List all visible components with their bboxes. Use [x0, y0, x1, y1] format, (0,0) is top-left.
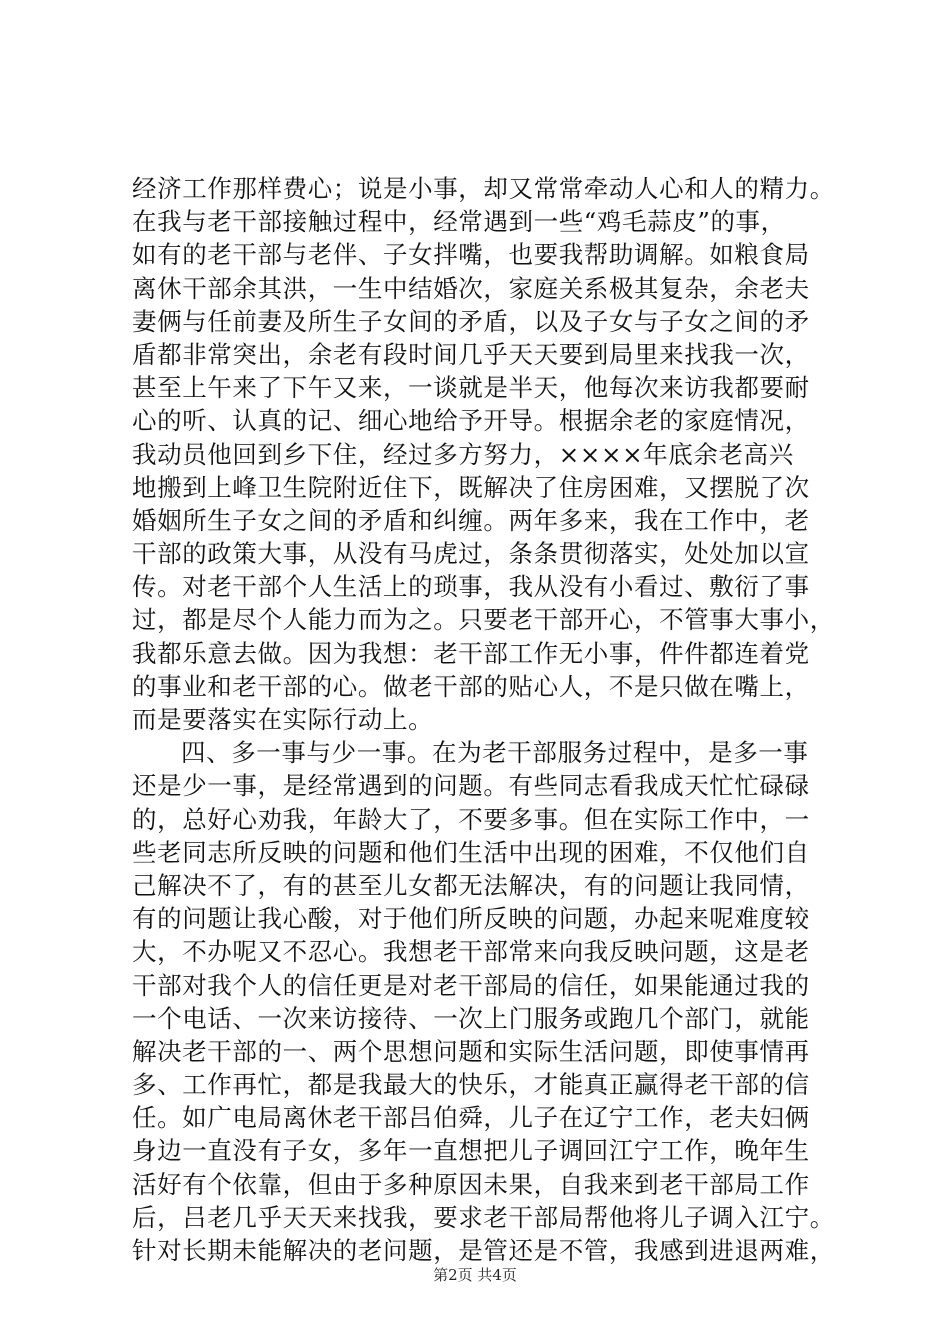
text-line: 过，都是尽个人能力而为之。只要老干部开心，不管事大事小， — [132, 605, 835, 635]
text-line: 大，不办呢又不忍心。我想老干部常来向我反映问题，这是老 — [132, 937, 810, 967]
text-line: 有的问题让我心酸，对于他们所反映的问题，办起来呢难度较 — [132, 904, 810, 934]
text-line: 在我与老干部接触过程中，经常遇到一些“鸡毛蒜皮”的事， — [132, 207, 786, 237]
text-line: 我都乐意去做。因为我想：老干部工作无小事，件件都连着党 — [132, 638, 810, 668]
text-line: 针对长期未能解决的老问题，是管还是不管，我感到进退两难， — [132, 1236, 835, 1265]
text-line: 而是要落实在实际行动上。 — [132, 705, 434, 734]
text-line: 经济工作那样费心；说是小事，却又常常牵动人心和人的精力。 — [132, 174, 835, 203]
text-line: 的事业和老干部的心。做老干部的贴心人，不是只做在嘴上， — [132, 671, 810, 701]
text-line: 妻俩与任前妻及所生子女间的矛盾，以及子女与子女之间的矛 — [132, 306, 810, 336]
text-line: 盾都非常突出，余老有段时间几乎天天要到局里来找我一次， — [132, 339, 810, 369]
text-line: 己解决不了，有的甚至儿女都无法解决，有的问题让我同情， — [132, 870, 810, 900]
body-text — [132, 172, 835, 1267]
text-line: 甚至上午来了下午又来，一谈就是半天，他每次来访我都要耐 — [132, 373, 810, 403]
page-number-footer: 第2页 共4页 — [433, 1266, 517, 1284]
text-line: 任。如广电局离休老干部吕伯舜，儿子在辽宁工作，老夫妇俩 — [132, 1103, 810, 1133]
text-line: 我动员他回到乡下住，经过多方努力，××××年底余老高兴 — [132, 439, 794, 469]
text-line: 还是少一事，是经常遇到的问题。有些同志看我成天忙忙碌碌 — [132, 771, 810, 801]
text-line: 一个电话、一次来访接待、一次上门服务或跑几个部门，就能 — [132, 1003, 810, 1033]
text-line: 地搬到上峰卫生院附近住下，既解决了住房困难，又摆脱了次 — [132, 472, 810, 502]
text-line: 如有的老干部与老伴、子女拌嘴，也要我帮助调解。如粮食局 — [132, 240, 810, 270]
text-line: 婚姻所生子女之间的矛盾和纠缠。两年多来，我在工作中，老 — [132, 505, 810, 535]
text-line: 些老同志所反映的问题和他们生活中出现的困难，不仅他们自 — [132, 837, 810, 867]
text-line: 干部对我个人的信任更是对老干部局的信任，如果能通过我的 — [132, 970, 810, 1000]
text-line: 活好有个依靠，但由于多种原因未果，自我来到老干部局工作 — [132, 1169, 810, 1199]
text-line: 传。对老干部个人生活上的琐事，我从没有小看过、敷衍了事 — [132, 572, 810, 602]
text-line: 解决老干部的一、两个思想问题和实际生活问题，即使事情再 — [132, 1036, 810, 1066]
text-line: 干部的政策大事，从没有马虎过，条条贯彻落实，处处加以宣 — [132, 539, 810, 569]
section-heading-line: 四、多一事与少一事。在为老干部服务过程中，是多一事 — [181, 738, 809, 768]
text-line: 离休干部余其洪，一生中结婚次，家庭关系极其复杂，余老夫 — [132, 273, 810, 303]
text-line: 心的听、认真的记、细心地给予开导。根据余老的家庭情况， — [132, 406, 810, 436]
text-line: 多、工作再忙，都是我最大的快乐，才能真正赢得老干部的信 — [132, 1070, 810, 1100]
text-line: 身边一直没有子女，多年一直想把儿子调回江宁工作，晚年生 — [132, 1136, 810, 1166]
text-line: 的，总好心劝我，年龄大了，不要多事。但在实际工作中，一 — [132, 804, 810, 834]
text-line: 后，吕老几乎天天来找我，要求老干部局帮他将儿子调入江宁。 — [132, 1202, 835, 1232]
